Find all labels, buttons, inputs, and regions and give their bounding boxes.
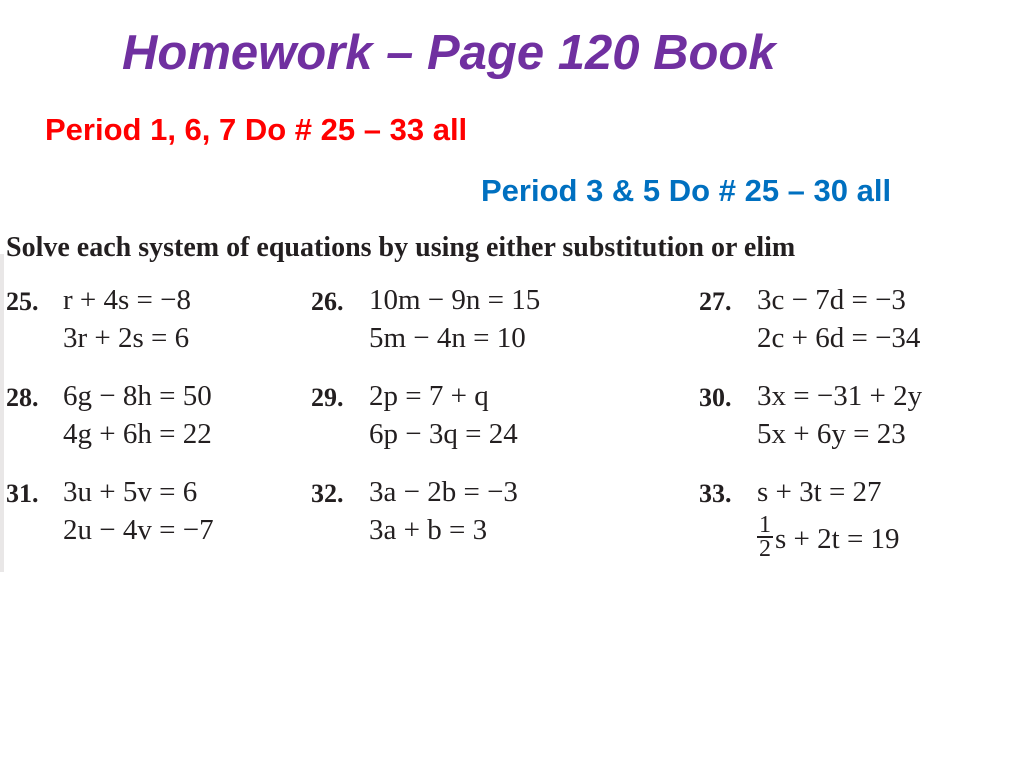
slide-title: Homework – Page 120 Book: [122, 26, 776, 80]
equation-1: 3u + 5v = 6: [63, 476, 198, 508]
problem-number: 28.: [6, 383, 39, 412]
problem-number: 26.: [311, 287, 344, 316]
exercise-instructions: Solve each system of equations by using either substitution or elim: [6, 232, 796, 263]
equation-1: r + 4s = −8: [63, 284, 192, 316]
textbook-excerpt: [0, 224, 1024, 580]
equation-1: 3x = −31 + 2y: [757, 380, 923, 412]
equation-2: 6p − 3q = 24: [369, 418, 518, 450]
assignment-period-1-6-7: Period 1, 6, 7 Do # 25 – 33 all: [45, 112, 468, 147]
equation-1: 10m − 9n = 15: [369, 284, 541, 316]
fraction-numerator: 1: [759, 512, 771, 538]
problem-number: 32.: [311, 479, 344, 508]
equation-1: 3c − 7d = −3: [757, 284, 906, 316]
equation-1: 3a − 2b = −3: [369, 476, 518, 508]
assignment-period-3-5: Period 3 & 5 Do # 25 – 30 all: [481, 173, 892, 208]
problem-number: 33.: [699, 479, 732, 508]
equation-1: 2p = 7 + q: [369, 380, 489, 412]
equation-2: 5x + 6y = 23: [757, 418, 906, 450]
fraction-denominator: 2: [759, 536, 771, 562]
equation-2-remainder: s + 2t = 19: [775, 523, 900, 555]
equation-1: s + 3t = 27: [757, 476, 882, 508]
problem-number: 27.: [699, 287, 732, 316]
problem-number: 30.: [699, 383, 732, 412]
problem-number: 29.: [311, 383, 344, 412]
equation-2: 3a + b = 3: [369, 514, 488, 546]
equation-2: 2u − 4v = −7: [63, 514, 214, 546]
equation-2: 2c + 6d = −34: [757, 322, 921, 354]
equation-2: 5m − 4n = 10: [369, 322, 526, 354]
equation-2: [757, 514, 900, 560]
problem-number: 31.: [6, 479, 39, 508]
equation-2: 4g + 6h = 22: [63, 418, 212, 450]
scan-edge-shadow: [0, 254, 4, 572]
problem-number: 25.: [6, 287, 39, 316]
equation-1: 6g − 8h = 50: [63, 380, 212, 412]
equation-2: 3r + 2s = 6: [63, 322, 190, 354]
fraction-one-half: [757, 514, 773, 560]
